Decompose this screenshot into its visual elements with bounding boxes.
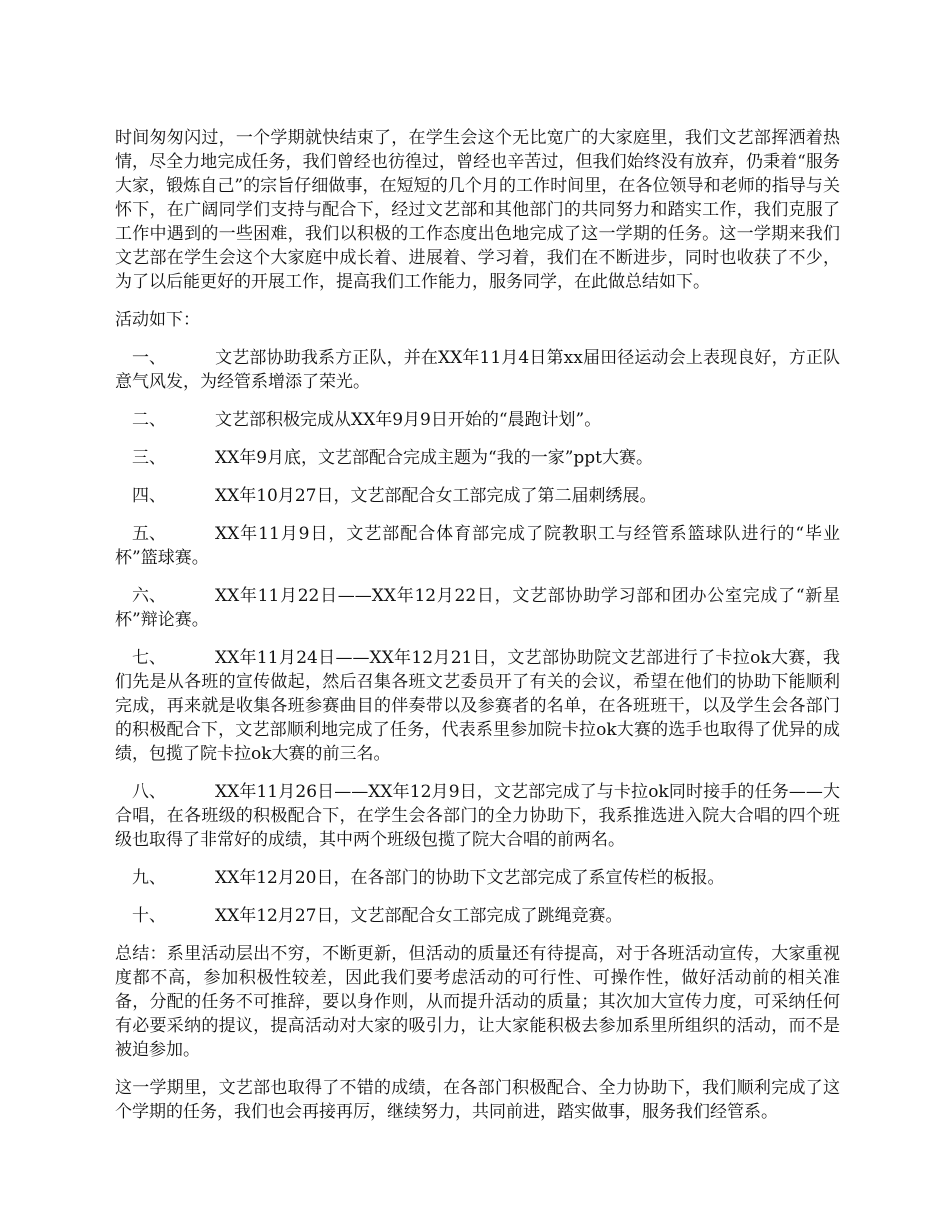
- activity-number: 七、: [132, 648, 166, 668]
- activity-text: XX年11月26日——XX年12月9日，文艺部完成了与卡拉ok同时接手的任务——大合唱，在各班级的积极配合下，在学生会各部门的全力协助下，我系推选进入院大合唱的四个班级也取得了非常好的成绩，其中两个班级包揽了院大合唱的前两名。: [115, 782, 840, 850]
- activity-item: [115, 346, 840, 394]
- activity-number: 四、: [132, 486, 166, 506]
- activity-text: XX年11月24日——XX年12月21日，文艺部协助院文艺部进行了卡拉ok大赛，我们先是从各班的宣传做起，然后召集各班文艺委员开了有关的会议，希望在他们的协助下能顺利完成，再来就是收集各班参赛曲目的伴奏带以及参赛者的名单，在各班班干，以及学生会各部门的积极配合下，文艺部顺利地完成了任务，代表系里参加院卡拉ok大赛的选手也取得了优异的成绩，包揽了院卡拉ok大赛的前三名。: [115, 648, 840, 764]
- activity-number: 二、: [132, 410, 166, 430]
- activity-item: [115, 866, 840, 890]
- activity-number: 十、: [132, 906, 166, 926]
- activity-text: XX年10月27日，文艺部配合女工部完成了第二届刺绣展。: [215, 486, 657, 506]
- activity-text: 文艺部积极完成从XX年9月9日开始的“晨跑计划”。: [215, 410, 602, 430]
- activity-item: [115, 780, 840, 852]
- activity-text: 文艺部协助我系方正队，并在XX年11月4日第xx届田径运动会上表现良好，方正队意气风发，为经管系增添了荣光。: [115, 348, 840, 392]
- activity-text: XX年9月底，文艺部配合完成主题为“我的一家”ppt大赛。: [215, 448, 653, 468]
- activity-number: 八、: [132, 782, 166, 802]
- activity-number: 六、: [132, 586, 166, 606]
- activity-item: [115, 904, 840, 928]
- closing-paragraph: 这一学期里，文艺部也取得了不错的成绩，在各部门积极配合、全力协助下，我们顺利完成了这个学期的任务，我们也会再接再厉，继续努力，共同前进，踏实做事，服务我们经管系。: [115, 1078, 840, 1122]
- activity-number: 九、: [132, 868, 166, 888]
- activity-item: [115, 446, 840, 470]
- activity-number: 五、: [132, 524, 166, 544]
- activity-text: XX年11月22日——XX年12月22日，文艺部协助学习部和团办公室完成了“新星杯”辩论赛。: [115, 586, 840, 630]
- activity-item: [115, 646, 840, 766]
- activity-number: 一、: [132, 348, 166, 368]
- activities-heading: 活动如下：: [115, 310, 200, 330]
- activity-item: [115, 522, 840, 570]
- summary-paragraph: 总结：系里活动层出不穷，不断更新，但活动的质量还有待提高，对于各班活动宣传，大家重视度都不高，参加积极性较差，因此我们要考虑活动的可行性、可操作性，做好活动前的相关准备，分配的任务不可推辞，要以身作则，从而提升活动的质量；其次加大宣传力度，可采纳任何有必要采纳的提议，提高活动对大家的吸引力，让大家能积极去参加系里所组织的活动，而不是被迫参加。: [115, 944, 840, 1060]
- activity-text: XX年12月20日，在各部门的协助下文艺部完成了系宣传栏的板报。: [215, 868, 725, 888]
- activity-item: [115, 584, 840, 632]
- document-page: [115, 126, 840, 1138]
- activity-item: [115, 408, 840, 432]
- intro-paragraph: 时间匆匆闪过，一个学期就快结束了，在学生会这个无比宽广的大家庭里，我们文艺部挥洒着热情，尽全力地完成任务，我们曾经也彷徨过，曾经也辛苦过，但我们始终没有放弃，仍秉着“服务大家，锻炼自己”的宗旨仔细做事，在短短的几个月的工作时间里，在各位领导和老师的指导与关怀下，在广阔同学们支持与配合下，经过文艺部和其他部门的共同努力和踏实工作，我们克服了工作中遇到的一些困难，我们以积极的工作态度出色地完成了这一学期的任务。这一学期来我们文艺部在学生会这个大家庭中成长着、进展着、学习着，我们在不断进步，同时也收获了不少，为了以后能更好的开展工作，提高我们工作能力，服务同学，在此做总结如下。: [115, 128, 840, 292]
- activity-text: XX年12月27日，文艺部配合女工部完成了跳绳竞赛。: [215, 906, 623, 926]
- activity-text: XX年11月9日，文艺部配合体育部完成了院教职工与经管系篮球队进行的“毕业杯”篮球赛。: [115, 524, 840, 568]
- activity-number: 三、: [132, 448, 166, 468]
- activity-item: [115, 484, 840, 508]
